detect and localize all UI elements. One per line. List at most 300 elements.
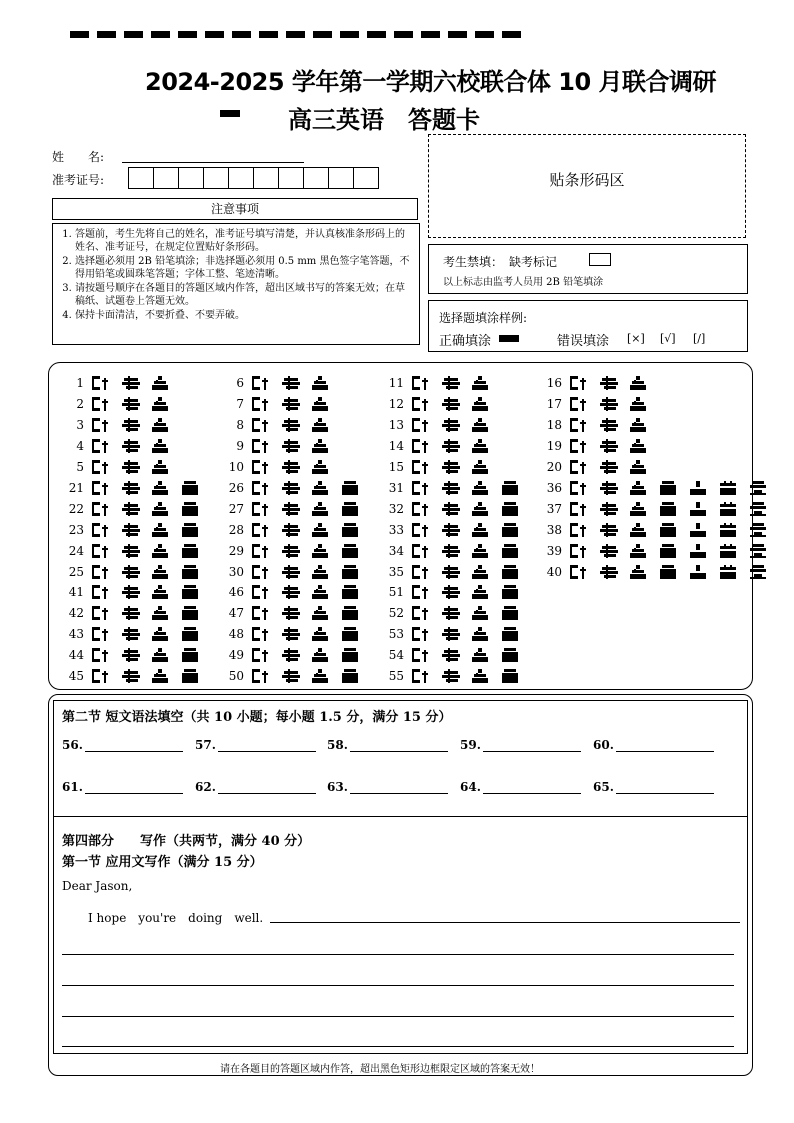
- answer-bubble[interactable]: [122, 648, 140, 662]
- answer-bubble[interactable]: [92, 439, 110, 453]
- question-number: 24: [68, 543, 84, 558]
- answer-bubble[interactable]: [282, 585, 300, 599]
- writing-line[interactable]: [62, 1016, 734, 1017]
- answer-bubble[interactable]: [690, 502, 708, 516]
- answer-bubble[interactable]: [252, 544, 270, 558]
- answer-bubble[interactable]: [660, 502, 678, 516]
- blank-number: 56.: [62, 738, 83, 752]
- answer-bubble[interactable]: [342, 565, 360, 579]
- answer-bubble[interactable]: [122, 502, 140, 516]
- answer-bubble[interactable]: [122, 376, 140, 390]
- answer-bubble[interactable]: [502, 627, 520, 641]
- blank-number: 62.: [195, 780, 216, 794]
- answer-bubble[interactable]: [472, 460, 490, 474]
- question-number: 10: [228, 459, 244, 474]
- barcode-area: [428, 134, 746, 238]
- answer-bubble[interactable]: [312, 648, 330, 662]
- choice-row: [222, 665, 372, 686]
- answer-bubble[interactable]: [182, 544, 200, 558]
- choice-row: [382, 561, 532, 582]
- answer-bubble[interactable]: [312, 669, 330, 683]
- answer-bubble[interactable]: [472, 397, 490, 411]
- answer-bubble[interactable]: [182, 481, 200, 495]
- answer-bubble[interactable]: [122, 439, 140, 453]
- answer-bubble[interactable]: [502, 481, 520, 495]
- grammar-blank-59[interactable]: [460, 737, 581, 752]
- answer-bubble[interactable]: [600, 376, 618, 390]
- question-number: 3: [76, 417, 84, 432]
- answer-bubble[interactable]: [152, 565, 170, 579]
- answer-bubble[interactable]: [92, 376, 110, 390]
- answer-bubble[interactable]: [312, 397, 330, 411]
- answer-bubble[interactable]: [182, 627, 200, 641]
- answer-bubble[interactable]: [600, 439, 618, 453]
- answer-bubble[interactable]: [122, 606, 140, 620]
- answer-bubble[interactable]: [92, 502, 110, 516]
- answer-bubble[interactable]: [252, 460, 270, 474]
- answer-bubble[interactable]: [152, 585, 170, 599]
- blank-number: 61.: [62, 780, 83, 794]
- answer-bubble[interactable]: [442, 544, 460, 558]
- answer-bubble[interactable]: [252, 418, 270, 432]
- choice-row: [382, 581, 532, 602]
- answer-bubble[interactable]: [342, 544, 360, 558]
- correct-fill-label: 正确填涂: [439, 334, 492, 349]
- answer-bubble[interactable]: [252, 585, 270, 599]
- answer-bubble[interactable]: [442, 376, 460, 390]
- question-number: 14: [388, 438, 404, 453]
- grammar-blank-62[interactable]: [195, 779, 316, 794]
- question-number: 47: [228, 605, 244, 620]
- answer-bubble[interactable]: [502, 606, 520, 620]
- answer-bubble[interactable]: [442, 523, 460, 537]
- answer-bubble[interactable]: [252, 376, 270, 390]
- answer-bubble[interactable]: [442, 397, 460, 411]
- answer-bubble[interactable]: [630, 544, 648, 558]
- answer-bubble[interactable]: [312, 502, 330, 516]
- answer-bubble[interactable]: [312, 481, 330, 495]
- answer-bubble[interactable]: [630, 418, 648, 432]
- answer-bubble[interactable]: [152, 606, 170, 620]
- answer-bubble[interactable]: [570, 376, 588, 390]
- answer-bubble[interactable]: [122, 544, 140, 558]
- answer-bubble[interactable]: [412, 439, 430, 453]
- answer-bubble[interactable]: [660, 481, 678, 495]
- answer-bubble[interactable]: [282, 481, 300, 495]
- answer-bubble[interactable]: [252, 502, 270, 516]
- question-number: 16: [546, 375, 562, 390]
- answer-bubble[interactable]: [92, 565, 110, 579]
- choice-row: [62, 393, 182, 414]
- choice-row: [222, 393, 342, 414]
- choice-row: [382, 498, 532, 519]
- letter-greeting: Dear Jason,: [62, 879, 133, 893]
- answer-bubble[interactable]: [442, 585, 460, 599]
- answer-bubble[interactable]: [282, 606, 300, 620]
- answer-bubble[interactable]: [750, 502, 768, 516]
- answer-bubble[interactable]: [122, 565, 140, 579]
- answer-bubble[interactable]: [472, 606, 490, 620]
- answer-bubble[interactable]: [92, 627, 110, 641]
- answer-bubble[interactable]: [152, 502, 170, 516]
- answer-bubble[interactable]: [92, 418, 110, 432]
- answer-bubble[interactable]: [312, 460, 330, 474]
- answer-bubble[interactable]: [92, 606, 110, 620]
- question-number: 27: [228, 501, 244, 516]
- question-number: 9: [236, 438, 244, 453]
- answer-bubble[interactable]: [312, 627, 330, 641]
- answer-bubble[interactable]: [630, 523, 648, 537]
- answer-bubble[interactable]: [720, 565, 738, 579]
- choice-row: [222, 498, 372, 519]
- answer-bubble[interactable]: [312, 523, 330, 537]
- answer-bubble[interactable]: [570, 397, 588, 411]
- answer-bubble[interactable]: [252, 606, 270, 620]
- answer-bubble[interactable]: [720, 523, 738, 537]
- choice-row: [62, 602, 212, 623]
- answer-bubble[interactable]: [122, 523, 140, 537]
- answer-bubble[interactable]: [412, 481, 430, 495]
- answer-bubble[interactable]: [690, 481, 708, 495]
- question-number: 49: [228, 647, 244, 662]
- answer-bubble[interactable]: [570, 565, 588, 579]
- answer-bubble[interactable]: [282, 627, 300, 641]
- answer-bubble[interactable]: [570, 460, 588, 474]
- answer-bubble[interactable]: [312, 376, 330, 390]
- answer-bubble[interactable]: [252, 565, 270, 579]
- answer-bubble[interactable]: [412, 565, 430, 579]
- answer-bubble[interactable]: [690, 544, 708, 558]
- answer-bubble[interactable]: [442, 481, 460, 495]
- choice-row: [62, 414, 182, 435]
- answer-bubble[interactable]: [570, 418, 588, 432]
- answer-bubble[interactable]: [282, 418, 300, 432]
- answer-bubble[interactable]: [282, 397, 300, 411]
- answer-bubble[interactable]: [412, 376, 430, 390]
- answer-bubble[interactable]: [152, 376, 170, 390]
- answer-bubble[interactable]: [412, 669, 430, 683]
- answer-bubble[interactable]: [182, 523, 200, 537]
- answer-bubble[interactable]: [442, 502, 460, 516]
- answer-bubble[interactable]: [472, 627, 490, 641]
- answer-bubble[interactable]: [412, 544, 430, 558]
- answer-bubble[interactable]: [630, 439, 648, 453]
- barcode-label: 贴条形码区: [549, 171, 625, 189]
- answer-bubble[interactable]: [152, 627, 170, 641]
- answer-bubble[interactable]: [152, 544, 170, 558]
- choice-row: [382, 435, 502, 456]
- writing-line[interactable]: [62, 1046, 734, 1047]
- answer-bubble[interactable]: [92, 669, 110, 683]
- grammar-blank-61[interactable]: [62, 779, 183, 794]
- answer-bubble[interactable]: [92, 397, 110, 411]
- answer-bubble[interactable]: [472, 585, 490, 599]
- answer-bubble[interactable]: [570, 502, 588, 516]
- answer-bubble[interactable]: [472, 523, 490, 537]
- answer-bubble[interactable]: [282, 544, 300, 558]
- question-number: 44: [68, 647, 84, 662]
- answer-bubble[interactable]: [92, 648, 110, 662]
- answer-bubble[interactable]: [502, 565, 520, 579]
- answer-bubble[interactable]: [152, 669, 170, 683]
- question-number: 32: [388, 501, 404, 516]
- blank-number: 64.: [460, 780, 481, 794]
- answer-bubble[interactable]: [282, 648, 300, 662]
- answer-bubble[interactable]: [342, 585, 360, 599]
- answer-bubble[interactable]: [600, 418, 618, 432]
- answer-bubble[interactable]: [182, 565, 200, 579]
- grammar-blank-65[interactable]: [593, 779, 714, 794]
- answer-bubble[interactable]: [122, 669, 140, 683]
- answer-bubble[interactable]: [312, 585, 330, 599]
- blank-number: 65.: [593, 780, 614, 794]
- writing-part-title: 第四部分 写作（共两节，满分 40 分）: [62, 834, 311, 849]
- grammar-section-title: 第二节 短文语法填空（共 10 小题；每小题 1.5 分，满分 15 分）: [62, 710, 452, 725]
- grammar-blank-63[interactable]: [327, 779, 448, 794]
- answer-bubble[interactable]: [312, 606, 330, 620]
- answer-bubble[interactable]: [122, 418, 140, 432]
- choice-row: [222, 540, 372, 561]
- answer-bubble[interactable]: [442, 627, 460, 641]
- answer-bubble[interactable]: [600, 397, 618, 411]
- answer-bubble[interactable]: [630, 376, 648, 390]
- answer-bubble[interactable]: [502, 502, 520, 516]
- answer-bubble[interactable]: [182, 606, 200, 620]
- answer-bubble[interactable]: [152, 648, 170, 662]
- answer-bubble[interactable]: [600, 523, 618, 537]
- answer-bubble[interactable]: [472, 669, 490, 683]
- answer-bubble[interactable]: [472, 376, 490, 390]
- answer-bubble[interactable]: [750, 481, 768, 495]
- answer-bubble[interactable]: [92, 544, 110, 558]
- notice-item: 1. 答题前，考生先将自己的姓名，准考证号填写清楚，并认真核准条形码上的姓名、准考证号，在规定位置贴好条形码。: [75, 228, 413, 254]
- answer-bubble[interactable]: [570, 481, 588, 495]
- fill-example-heading: 选择题填涂样例:: [439, 311, 528, 325]
- question-number: 28: [228, 522, 244, 537]
- answer-bubble[interactable]: [472, 565, 490, 579]
- question-number: 22: [68, 501, 84, 516]
- answer-bubble[interactable]: [282, 376, 300, 390]
- answer-bubble[interactable]: [630, 481, 648, 495]
- question-number: 42: [68, 605, 84, 620]
- answer-bubble[interactable]: [472, 418, 490, 432]
- choice-row: [62, 561, 212, 582]
- answer-bubble[interactable]: [342, 502, 360, 516]
- answer-bubble[interactable]: [92, 460, 110, 474]
- writing-line[interactable]: [62, 954, 734, 955]
- answer-bubble[interactable]: [252, 627, 270, 641]
- writing-line[interactable]: [270, 922, 740, 923]
- answer-bubble[interactable]: [502, 523, 520, 537]
- name-field[interactable]: [122, 148, 304, 163]
- answer-bubble[interactable]: [600, 460, 618, 474]
- question-number: 34: [388, 543, 404, 558]
- answer-bubble[interactable]: [152, 439, 170, 453]
- answer-bubble[interactable]: [252, 523, 270, 537]
- answer-bubble[interactable]: [660, 544, 678, 558]
- grammar-blank-64[interactable]: [460, 779, 581, 794]
- timing-marks: [70, 31, 521, 38]
- answer-bubble[interactable]: [282, 669, 300, 683]
- blank-number: 59.: [460, 738, 481, 752]
- answer-bubble[interactable]: [660, 565, 678, 579]
- answer-bubble[interactable]: [630, 565, 648, 579]
- answer-bubble[interactable]: [472, 439, 490, 453]
- answer-bubble[interactable]: [252, 648, 270, 662]
- choice-row: [222, 477, 372, 498]
- absent-checkbox[interactable]: [589, 253, 611, 266]
- answer-bubble[interactable]: [412, 418, 430, 432]
- position-mark: [220, 110, 240, 117]
- answer-bubble[interactable]: [720, 502, 738, 516]
- answer-bubble[interactable]: [182, 585, 200, 599]
- choice-row: [382, 602, 532, 623]
- question-number: 20: [546, 459, 562, 474]
- answer-bubble[interactable]: [442, 565, 460, 579]
- answer-bubble[interactable]: [122, 627, 140, 641]
- question-number: 4: [76, 438, 84, 453]
- answer-bubble[interactable]: [312, 544, 330, 558]
- absent-label: 考生禁填： 缺考标记: [443, 255, 558, 269]
- choice-row: [222, 581, 372, 602]
- answer-bubble[interactable]: [412, 523, 430, 537]
- answer-bubble[interactable]: [442, 418, 460, 432]
- choice-row: [222, 623, 372, 644]
- answer-bubble[interactable]: [750, 523, 768, 537]
- answer-bubble[interactable]: [252, 439, 270, 453]
- notice-heading: 注意事项: [210, 202, 259, 216]
- choice-row: [540, 540, 768, 561]
- wrong-sample-3: [/]: [693, 332, 706, 345]
- choice-row: [222, 372, 342, 393]
- answer-bubble[interactable]: [312, 565, 330, 579]
- answer-bubble[interactable]: [442, 669, 460, 683]
- answer-bubble[interactable]: [252, 669, 270, 683]
- answer-bubble[interactable]: [282, 460, 300, 474]
- answer-bubble[interactable]: [750, 565, 768, 579]
- choice-row: [222, 456, 342, 477]
- answer-bubble[interactable]: [152, 418, 170, 432]
- answer-bubble[interactable]: [312, 439, 330, 453]
- choice-row: [382, 623, 532, 644]
- choice-row: [382, 519, 532, 540]
- answer-bubble[interactable]: [282, 523, 300, 537]
- answer-bubble[interactable]: [442, 460, 460, 474]
- answer-bubble[interactable]: [412, 627, 430, 641]
- grammar-blank-60[interactable]: [593, 737, 714, 752]
- answer-bubble[interactable]: [122, 460, 140, 474]
- question-number: 17: [546, 396, 562, 411]
- answer-bubble[interactable]: [442, 606, 460, 620]
- page-subtitle: 高三英语 答题卡: [288, 106, 480, 134]
- answer-bubble[interactable]: [122, 481, 140, 495]
- answer-bubble[interactable]: [152, 460, 170, 474]
- answer-bubble[interactable]: [412, 585, 430, 599]
- answer-bubble[interactable]: [442, 648, 460, 662]
- question-number: 2: [76, 396, 84, 411]
- answer-bubble[interactable]: [600, 565, 618, 579]
- answer-bubble[interactable]: [600, 502, 618, 516]
- answer-bubble[interactable]: [342, 669, 360, 683]
- answer-bubble[interactable]: [282, 565, 300, 579]
- exam-id-boxes[interactable]: [129, 167, 379, 189]
- answer-bubble[interactable]: [182, 648, 200, 662]
- answer-bubble[interactable]: [92, 523, 110, 537]
- answer-bubble[interactable]: [122, 397, 140, 411]
- answer-bubble[interactable]: [412, 460, 430, 474]
- answer-bubble[interactable]: [472, 481, 490, 495]
- written-answer-box: [53, 700, 748, 1054]
- answer-bubble[interactable]: [412, 648, 430, 662]
- answer-bubble[interactable]: [182, 669, 200, 683]
- answer-bubble[interactable]: [720, 481, 738, 495]
- writing-line[interactable]: [62, 985, 734, 986]
- answer-bubble[interactable]: [690, 523, 708, 537]
- question-number: 38: [546, 522, 562, 537]
- answer-bubble[interactable]: [660, 523, 678, 537]
- answer-bubble[interactable]: [750, 544, 768, 558]
- answer-bubble[interactable]: [252, 481, 270, 495]
- answer-bubble[interactable]: [570, 544, 588, 558]
- question-number: 12: [388, 396, 404, 411]
- answer-bubble[interactable]: [252, 397, 270, 411]
- answer-bubble[interactable]: [342, 627, 360, 641]
- answer-bubble[interactable]: [412, 397, 430, 411]
- answer-bubble[interactable]: [342, 481, 360, 495]
- answer-bubble[interactable]: [152, 397, 170, 411]
- choice-row: [222, 414, 342, 435]
- grammar-blank-57[interactable]: [195, 737, 316, 752]
- answer-bubble[interactable]: [570, 439, 588, 453]
- answer-bubble[interactable]: [630, 502, 648, 516]
- answer-bubble[interactable]: [92, 585, 110, 599]
- grammar-blank-56[interactable]: [62, 737, 183, 752]
- grammar-blank-58[interactable]: [327, 737, 448, 752]
- answer-bubble[interactable]: [152, 481, 170, 495]
- answer-bubble[interactable]: [342, 648, 360, 662]
- answer-bubble[interactable]: [122, 585, 140, 599]
- answer-bubble[interactable]: [182, 502, 200, 516]
- answer-bubble[interactable]: [282, 439, 300, 453]
- answer-bubble[interactable]: [472, 544, 490, 558]
- answer-bubble[interactable]: [342, 523, 360, 537]
- answer-bubble[interactable]: [600, 481, 618, 495]
- answer-bubble[interactable]: [412, 606, 430, 620]
- answer-bubble[interactable]: [502, 648, 520, 662]
- answer-bubble[interactable]: [630, 397, 648, 411]
- answer-bubble[interactable]: [502, 585, 520, 599]
- answer-bubble[interactable]: [282, 502, 300, 516]
- answer-bubble[interactable]: [442, 439, 460, 453]
- question-number: 40: [546, 564, 562, 579]
- answer-bubble[interactable]: [472, 502, 490, 516]
- answer-bubble[interactable]: [690, 565, 708, 579]
- answer-bubble[interactable]: [502, 669, 520, 683]
- answer-bubble[interactable]: [720, 544, 738, 558]
- answer-bubble[interactable]: [630, 460, 648, 474]
- answer-bubble[interactable]: [152, 523, 170, 537]
- choice-row: [222, 561, 372, 582]
- answer-bubble[interactable]: [570, 523, 588, 537]
- answer-bubble[interactable]: [600, 544, 618, 558]
- choice-row: [540, 519, 768, 540]
- answer-bubble[interactable]: [342, 606, 360, 620]
- answer-bubble[interactable]: [92, 481, 110, 495]
- answer-bubble[interactable]: [412, 502, 430, 516]
- answer-bubble[interactable]: [312, 418, 330, 432]
- answer-bubble[interactable]: [472, 648, 490, 662]
- answer-bubble[interactable]: [502, 544, 520, 558]
